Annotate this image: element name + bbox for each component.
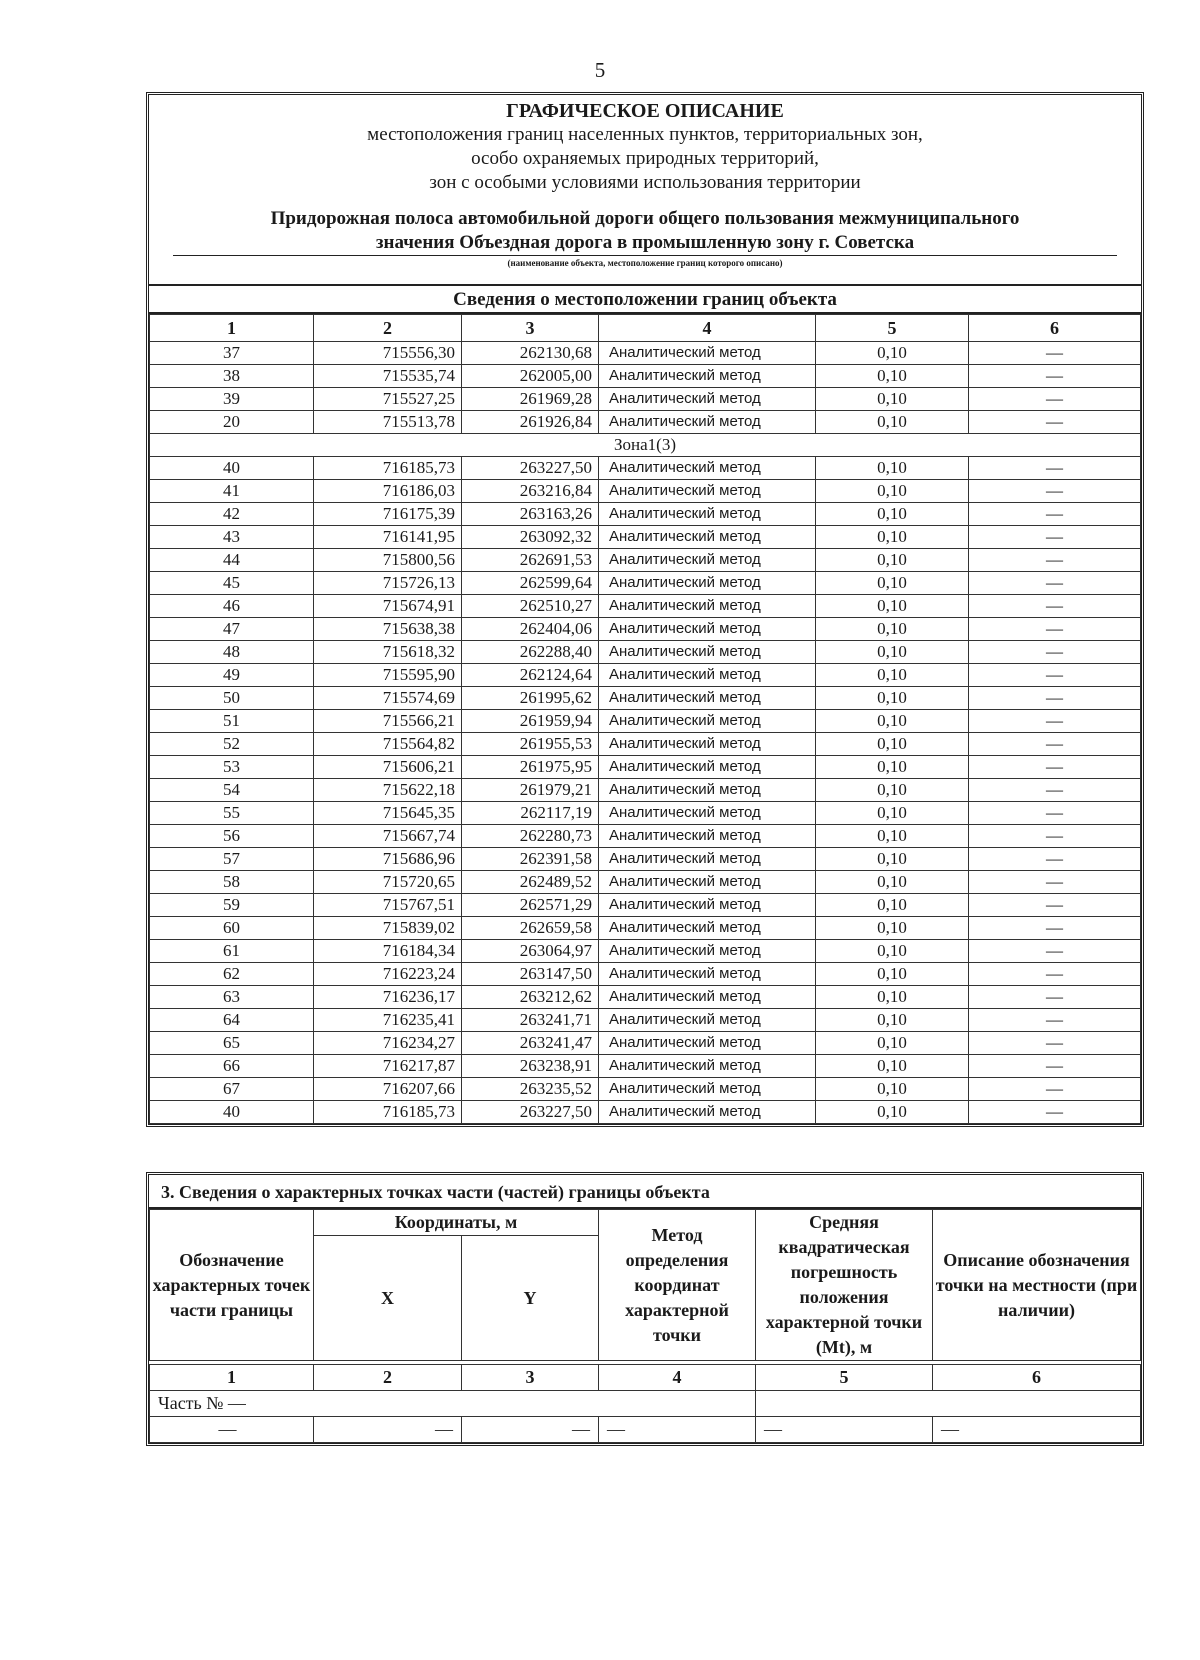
point-number: 46 (150, 595, 314, 618)
error-cell: 0,10 (816, 411, 969, 434)
description-cell: — (969, 411, 1141, 434)
object-name-underline (173, 231, 1117, 256)
description-cell: — (969, 756, 1141, 779)
table-row (150, 664, 1141, 687)
header-point-designation: Обозначение характерных точек части границы (150, 1210, 314, 1361)
description-cell: — (969, 986, 1141, 1009)
table-row (150, 917, 1141, 940)
coord-y: 263227,50 (462, 1101, 599, 1124)
table-row (150, 526, 1141, 549)
point-number: 60 (150, 917, 314, 940)
error-cell: 0,10 (816, 618, 969, 641)
description-cell: — (969, 572, 1141, 595)
coord-y: 262404,06 (462, 618, 599, 641)
error-cell: 0,10 (816, 1032, 969, 1055)
point-number: 41 (150, 480, 314, 503)
point-number: 63 (150, 986, 314, 1009)
part-label: Часть № — (150, 1391, 756, 1417)
coord-x: 716184,34 (314, 940, 462, 963)
point-number: 45 (150, 572, 314, 595)
table-row (150, 480, 1141, 503)
coord-y: 262117,19 (462, 802, 599, 825)
coord-x: 716141,95 (314, 526, 462, 549)
coord-y: 263212,62 (462, 986, 599, 1009)
method-cell: Аналитический метод (599, 365, 816, 388)
coord-x: 715564,82 (314, 733, 462, 756)
method-cell: Аналитический метод (599, 572, 816, 595)
point-number: 62 (150, 963, 314, 986)
column-number: 3 (462, 315, 599, 342)
description-cell: — (969, 457, 1141, 480)
header-coordinates: Координаты, м (314, 1210, 599, 1236)
document-header (149, 95, 1141, 284)
zone-label: Зона1(3) (150, 434, 1141, 457)
description-cell: — (969, 664, 1141, 687)
method-cell: Аналитический метод (599, 641, 816, 664)
method-cell: Аналитический метод (599, 710, 816, 733)
coord-y: 263092,32 (462, 526, 599, 549)
method-cell: Аналитический метод (599, 871, 816, 894)
method-cell: Аналитический метод (599, 1009, 816, 1032)
coord-y: 263241,47 (462, 1032, 599, 1055)
description-cell: — (969, 641, 1141, 664)
coord-x: 715513,78 (314, 411, 462, 434)
description-cell: — (969, 388, 1141, 411)
error-cell: 0,10 (816, 457, 969, 480)
method-cell: Аналитический метод (599, 756, 816, 779)
coord-x: 715566,21 (314, 710, 462, 733)
error-cell: 0,10 (816, 549, 969, 572)
coord-x: 715645,35 (314, 802, 462, 825)
coord-x: 715606,21 (314, 756, 462, 779)
dash-cell: — (462, 1417, 599, 1443)
column-number: 1 (150, 315, 314, 342)
dash-cell: — (150, 1417, 314, 1443)
method-cell: Аналитический метод (599, 848, 816, 871)
coord-y: 261969,28 (462, 388, 599, 411)
coord-y: 262691,53 (462, 549, 599, 572)
table-row (150, 687, 1141, 710)
method-cell: Аналитический метод (599, 733, 816, 756)
point-number: 37 (150, 342, 314, 365)
description-cell: — (969, 871, 1141, 894)
point-number: 43 (150, 526, 314, 549)
point-number: 20 (150, 411, 314, 434)
coord-y: 261975,95 (462, 756, 599, 779)
coord-y: 263064,97 (462, 940, 599, 963)
coord-x: 715726,13 (314, 572, 462, 595)
column-number: 3 (462, 1365, 599, 1391)
description-cell: — (969, 848, 1141, 871)
coord-x: 715574,69 (314, 687, 462, 710)
subtitle-line: зон с особыми условиями использования территории (429, 172, 861, 193)
method-cell: Аналитический метод (599, 549, 816, 572)
coord-x: 716207,66 (314, 1078, 462, 1101)
table-row (150, 802, 1141, 825)
coord-x: 716236,17 (314, 986, 462, 1009)
method-cell: Аналитический метод (599, 825, 816, 848)
subtitle-line: местоположения границ населенных пунктов, территориальных зон, (367, 124, 923, 145)
coord-y: 263238,91 (462, 1055, 599, 1078)
method-cell: Аналитический метод (599, 457, 816, 480)
error-cell: 0,10 (816, 963, 969, 986)
description-cell: — (969, 595, 1141, 618)
object-name-caption: (наименование объекта, местоположение границ которого описано) (507, 258, 783, 268)
method-cell: Аналитический метод (599, 595, 816, 618)
method-cell: Аналитический метод (599, 1055, 816, 1078)
table-row (150, 342, 1141, 365)
error-cell: 0,10 (816, 710, 969, 733)
zone-row (150, 434, 1141, 457)
coord-x: 715527,25 (314, 388, 462, 411)
point-number: 50 (150, 687, 314, 710)
table-row (150, 756, 1141, 779)
description-cell: — (969, 503, 1141, 526)
table-row (150, 1101, 1141, 1124)
point-number: 40 (150, 457, 314, 480)
column-number-row (150, 315, 1141, 342)
column-number: 5 (816, 315, 969, 342)
coord-y: 262005,00 (462, 365, 599, 388)
coord-y: 263147,50 (462, 963, 599, 986)
coord-x: 715622,18 (314, 779, 462, 802)
error-cell: 0,10 (816, 664, 969, 687)
point-number: 44 (150, 549, 314, 572)
error-cell: 0,10 (816, 595, 969, 618)
coord-y: 263235,52 (462, 1078, 599, 1101)
column-number: 6 (969, 315, 1141, 342)
method-cell: Аналитический метод (599, 388, 816, 411)
point-number: 66 (150, 1055, 314, 1078)
method-cell: Аналитический метод (599, 1101, 816, 1124)
header-error: Средняя квадратическая погрешность положения характерной точки (Mt), м (756, 1210, 933, 1361)
point-number: 39 (150, 388, 314, 411)
description-cell: — (969, 1078, 1141, 1101)
table-row (150, 411, 1141, 434)
error-cell: 0,10 (816, 503, 969, 526)
error-cell: 0,10 (816, 917, 969, 940)
method-cell: Аналитический метод (599, 503, 816, 526)
table-row (150, 825, 1141, 848)
coord-y: 262288,40 (462, 641, 599, 664)
coord-x: 716223,24 (314, 963, 462, 986)
section-title: Сведения о местоположении границ объекта (149, 284, 1141, 314)
method-cell: Аналитический метод (599, 917, 816, 940)
coord-y: 262571,29 (462, 894, 599, 917)
error-cell: 0,10 (816, 526, 969, 549)
table-row (150, 365, 1141, 388)
part-points-table (149, 1209, 1141, 1443)
subtitle-line: особо охраняемых природных территорий, (471, 148, 819, 169)
dash-cell: — (314, 1417, 462, 1443)
point-number: 56 (150, 825, 314, 848)
description-cell: — (969, 342, 1141, 365)
coord-y: 263241,71 (462, 1009, 599, 1032)
description-cell: — (969, 1009, 1141, 1032)
point-number: 61 (150, 940, 314, 963)
document-title: ГРАФИЧЕСКОЕ ОПИСАНИЕ (506, 100, 784, 122)
point-number: 57 (150, 848, 314, 871)
method-cell: Аналитический метод (599, 963, 816, 986)
table-row (150, 388, 1141, 411)
coord-x: 715839,02 (314, 917, 462, 940)
method-cell: Аналитический метод (599, 618, 816, 641)
description-cell: — (969, 825, 1141, 848)
coord-y: 261995,62 (462, 687, 599, 710)
object-name-line: значения Объездная дорога в промышленную зону г. Советска (375, 232, 915, 253)
error-cell: 0,10 (816, 572, 969, 595)
header-row (150, 1210, 1141, 1236)
coord-x: 715667,74 (314, 825, 462, 848)
point-number: 64 (150, 1009, 314, 1032)
table-row (150, 871, 1141, 894)
coord-y: 261959,94 (462, 710, 599, 733)
error-cell: 0,10 (816, 687, 969, 710)
header-description: Описание обозначения точки на местности (при наличии) (933, 1210, 1141, 1361)
point-number: 49 (150, 664, 314, 687)
coord-x: 716234,27 (314, 1032, 462, 1055)
coord-x: 715674,91 (314, 595, 462, 618)
section3-title: 3. Сведения о характерных точках части (частей) границы объекта (149, 1175, 1141, 1209)
point-number: 54 (150, 779, 314, 802)
description-cell: — (969, 894, 1141, 917)
method-cell: Аналитический метод (599, 986, 816, 1009)
point-number: 38 (150, 365, 314, 388)
error-cell: 0,10 (816, 940, 969, 963)
method-cell: Аналитический метод (599, 1078, 816, 1101)
description-cell: — (969, 779, 1141, 802)
point-number: 58 (150, 871, 314, 894)
description-cell: — (969, 802, 1141, 825)
coord-x: 715720,65 (314, 871, 462, 894)
dash-cell: — (933, 1417, 1141, 1443)
error-cell: 0,10 (816, 342, 969, 365)
method-cell: Аналитический метод (599, 480, 816, 503)
dash-cell: — (599, 1417, 756, 1443)
table-row (150, 1055, 1141, 1078)
error-cell: 0,10 (816, 1055, 969, 1078)
table-row (150, 595, 1141, 618)
table-row (150, 733, 1141, 756)
section3-frame (146, 1172, 1144, 1446)
error-cell: 0,10 (816, 756, 969, 779)
header-x: X (314, 1236, 462, 1361)
coord-y: 263227,50 (462, 457, 599, 480)
page-number: 5 (594, 58, 606, 82)
coord-x: 716175,39 (314, 503, 462, 526)
point-number: 47 (150, 618, 314, 641)
table-row (150, 641, 1141, 664)
table-row (150, 986, 1141, 1009)
method-cell: Аналитический метод (599, 940, 816, 963)
column-number: 4 (599, 315, 816, 342)
error-cell: 0,10 (816, 894, 969, 917)
point-number: 40 (150, 1101, 314, 1124)
coord-y: 263163,26 (462, 503, 599, 526)
error-cell: 0,10 (816, 825, 969, 848)
method-cell: Аналитический метод (599, 894, 816, 917)
table-row (150, 848, 1141, 871)
description-cell: — (969, 687, 1141, 710)
description-cell: — (969, 526, 1141, 549)
description-cell: — (969, 917, 1141, 940)
table-row (150, 779, 1141, 802)
description-cell: — (969, 710, 1141, 733)
table-row (150, 503, 1141, 526)
coord-x: 715535,74 (314, 365, 462, 388)
error-cell: 0,10 (816, 1009, 969, 1032)
column-number: 5 (756, 1365, 933, 1391)
coord-y: 262599,64 (462, 572, 599, 595)
error-cell: 0,10 (816, 1078, 969, 1101)
method-cell: Аналитический метод (599, 802, 816, 825)
description-cell: — (969, 480, 1141, 503)
table-row (150, 549, 1141, 572)
coord-x: 716235,41 (314, 1009, 462, 1032)
error-cell: 0,10 (816, 779, 969, 802)
error-cell: 0,10 (816, 848, 969, 871)
method-cell: Аналитический метод (599, 687, 816, 710)
coord-y: 261926,84 (462, 411, 599, 434)
coord-y: 261979,21 (462, 779, 599, 802)
error-cell: 0,10 (816, 986, 969, 1009)
method-cell: Аналитический метод (599, 342, 816, 365)
table-row (150, 894, 1141, 917)
point-number: 48 (150, 641, 314, 664)
error-cell: 0,10 (816, 871, 969, 894)
description-cell: — (969, 1032, 1141, 1055)
error-cell: 0,10 (816, 1101, 969, 1124)
description-cell: — (969, 733, 1141, 756)
table-row (150, 1009, 1141, 1032)
error-cell: 0,10 (816, 802, 969, 825)
description-cell: — (969, 963, 1141, 986)
point-number: 53 (150, 756, 314, 779)
table-row (150, 572, 1141, 595)
part-empty-cell (756, 1391, 1141, 1417)
object-name-line: Придорожная полоса автомобильной дороги общего пользования межмуниципального (270, 208, 1020, 229)
coord-x: 715686,96 (314, 848, 462, 871)
point-number: 51 (150, 710, 314, 733)
description-cell: — (969, 365, 1141, 388)
point-number: 55 (150, 802, 314, 825)
coord-y: 262130,68 (462, 342, 599, 365)
coord-x: 716185,73 (314, 1101, 462, 1124)
coord-x: 715595,90 (314, 664, 462, 687)
table-row (150, 963, 1141, 986)
table-row (150, 618, 1141, 641)
table-row (150, 1032, 1141, 1055)
coord-y: 262659,58 (462, 917, 599, 940)
coord-x: 715767,51 (314, 894, 462, 917)
header-method: Метод определения координат характерной точки (599, 1210, 756, 1361)
coordinates-table (149, 314, 1141, 1124)
error-cell: 0,10 (816, 365, 969, 388)
error-cell: 0,10 (816, 641, 969, 664)
coord-y: 262124,64 (462, 664, 599, 687)
dash-cell: — (756, 1417, 933, 1443)
table-row (150, 940, 1141, 963)
method-cell: Аналитический метод (599, 664, 816, 687)
error-cell: 0,10 (816, 733, 969, 756)
coord-y: 262280,73 (462, 825, 599, 848)
method-cell: Аналитический метод (599, 526, 816, 549)
description-cell: — (969, 1101, 1141, 1124)
coord-x: 715638,38 (314, 618, 462, 641)
point-number: 65 (150, 1032, 314, 1055)
method-cell: Аналитический метод (599, 779, 816, 802)
column-number: 4 (599, 1365, 756, 1391)
column-number-row (150, 1365, 1141, 1391)
point-number: 52 (150, 733, 314, 756)
header-y: Y (462, 1236, 599, 1361)
point-number: 59 (150, 894, 314, 917)
coord-x: 716186,03 (314, 480, 462, 503)
column-number: 2 (314, 1365, 462, 1391)
point-number: 67 (150, 1078, 314, 1101)
coord-x: 715556,30 (314, 342, 462, 365)
coord-y: 263216,84 (462, 480, 599, 503)
error-cell: 0,10 (816, 388, 969, 411)
coord-x: 715800,56 (314, 549, 462, 572)
column-number: 1 (150, 1365, 314, 1391)
coord-y: 262489,52 (462, 871, 599, 894)
table-row (150, 710, 1141, 733)
coord-x: 716217,87 (314, 1055, 462, 1078)
description-cell: — (969, 1055, 1141, 1078)
error-cell: 0,10 (816, 480, 969, 503)
graphic-description-frame (146, 92, 1144, 1127)
point-number: 42 (150, 503, 314, 526)
coord-x: 716185,73 (314, 457, 462, 480)
coord-y: 262510,27 (462, 595, 599, 618)
method-cell: Аналитический метод (599, 1032, 816, 1055)
method-cell: Аналитический метод (599, 411, 816, 434)
column-number: 6 (933, 1365, 1141, 1391)
dash-row (150, 1417, 1141, 1443)
column-number: 2 (314, 315, 462, 342)
table-row (150, 1078, 1141, 1101)
description-cell: — (969, 618, 1141, 641)
description-cell: — (969, 940, 1141, 963)
part-row (150, 1391, 1141, 1417)
coord-x: 715618,32 (314, 641, 462, 664)
description-cell: — (969, 549, 1141, 572)
table-row (150, 457, 1141, 480)
coord-y: 261955,53 (462, 733, 599, 756)
coord-y: 262391,58 (462, 848, 599, 871)
